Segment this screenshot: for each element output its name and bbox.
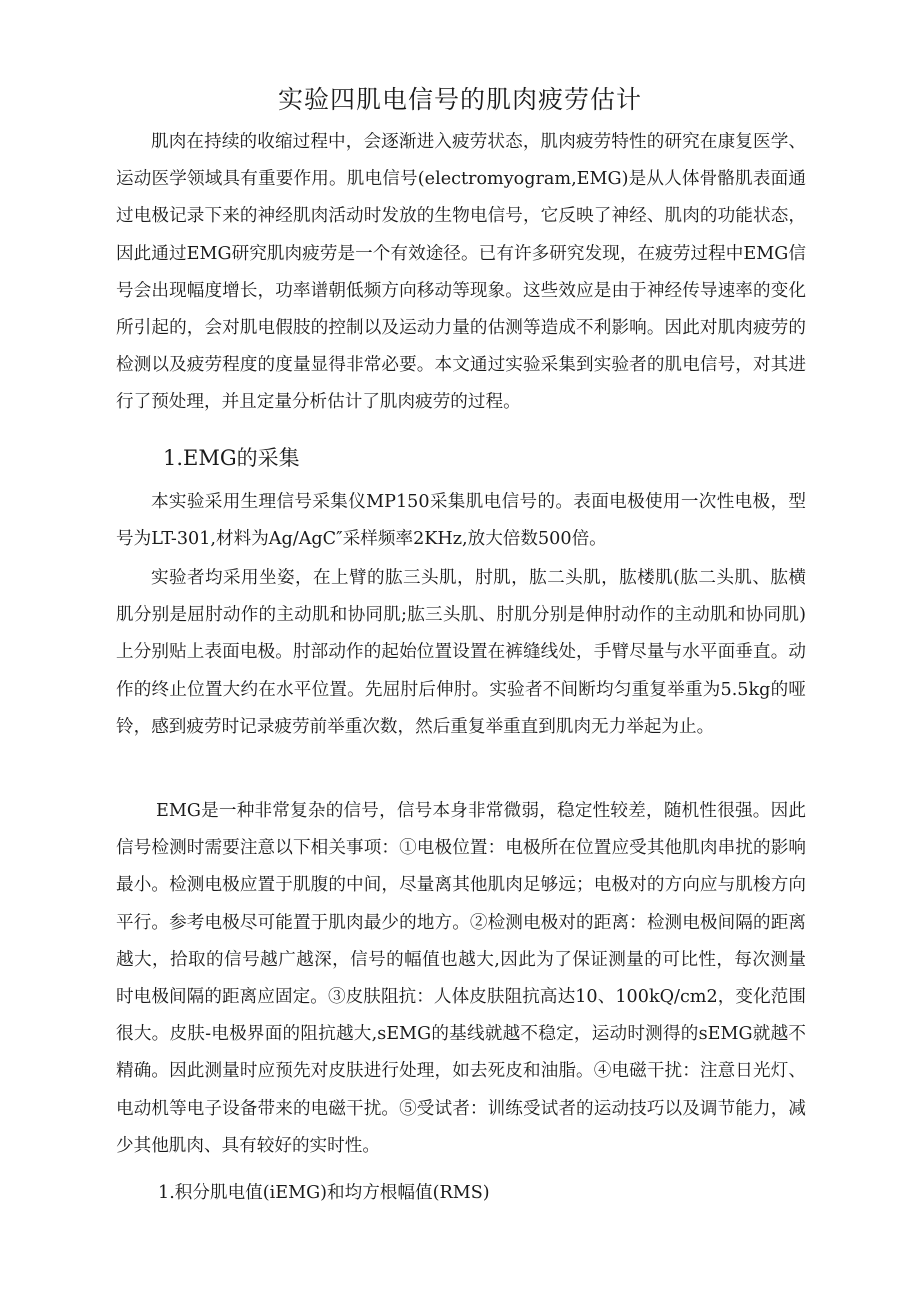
subsection-heading: 1.积分肌电值(iEMG)和均方根幅值(RMS)	[158, 1183, 490, 1203]
equipment-paragraph: 本实验采用生理信号采集仪MP150采集肌电信号的。表面电极使用一次性电极，型号为LT-301,材料为Ag/AgC″采样频率2KHz,放大倍数500倍。	[116, 492, 806, 550]
notes-paragraph: EMG是一种非常复杂的信号，信号本身非常微弱，稳定性较差，随机性很强。因此信号检测时需要注意以下相关事项：①电极位置：电极所在位置应受其他肌肉串扰的影响最小。检测电极应置于肌腹的中间，尽量离其他肌肉足够远；电极对的方向应与肌梭方向平行。参考电极尽可能置于肌肉最少的地方。②检测电极对的距离：检测电极间隔的距离越大，拾取的信号越广越深，信号的幅值也越大,因此为了保证测量的可比性，每次测量时电极间隔的距离应固定。③皮肤阻抗：人体皮肤阻抗高达10、100kQ/cm2，变化范围很大。皮肤-电极界面的阻抗越大,sEMG的基线就越不稳定，运动时测得的sEMG就越不精确。因此测量时应预先对皮肤进行处理，如去死皮和油脂。④电磁干扰：注意日光灯、电动机等电子设备带来的电磁干扰。⑤受试者：训练受试者的运动技巧以及调节能力，减少其他肌肉、具有较好的实时性。	[116, 801, 806, 1156]
procedure-paragraph: 实验者均采用坐姿，在上臂的肱三头肌，肘肌，肱二头肌，肱楼肌(肱二头肌、肱横肌分别是屈肘动作的主动肌和协同肌;肱三头肌、肘肌分别是伸肘动作的主动肌和协同肌)上分别贴上表面电极。肘部动作的起始位置设置在裤缝线处，手臂尽量与水平面垂直。动作的终止位置大约在水平位置。先屈肘后伸肘。实验者不间断均匀重复举重为5.5kg的哑铃，感到疲劳时记录疲劳前举重次数，然后重复举重直到肌肉无力举起为止。	[116, 568, 806, 737]
page-title: 实验四肌电信号的肌肉疲劳估计	[277, 85, 642, 114]
section-heading: 1.EMG的采集	[163, 446, 300, 470]
intro-paragraph: 肌肉在持续的收缩过程中，会逐渐进入疲劳状态，肌肉疲劳特性的研究在康复医学、运动医学领域具有重要作用。肌电信号(electromyogram,EMG)是从人体骨骼肌表面通过电极记录下来的神经肌肉活动时发放的生物电信号，它反映了神经、肌肉的功能状态，因此通过EMG研究肌肉疲劳是一个有效途径。已有许多研究发现，在疲劳过程中EMG信号会出现幅度增长，功率谱朝低频方向移动等现象。这些效应是由于神经传导速率的变化所引起的，会对肌电假肢的控制以及运动力量的估测等造成不利影响。因此对肌肉疲劳的检测以及疲劳程度的度量显得非常必要。本文通过实验采集到实验者的肌电信号，对其进行了预处理，并且定量分析估计了肌肉疲劳的过程。	[116, 132, 806, 413]
